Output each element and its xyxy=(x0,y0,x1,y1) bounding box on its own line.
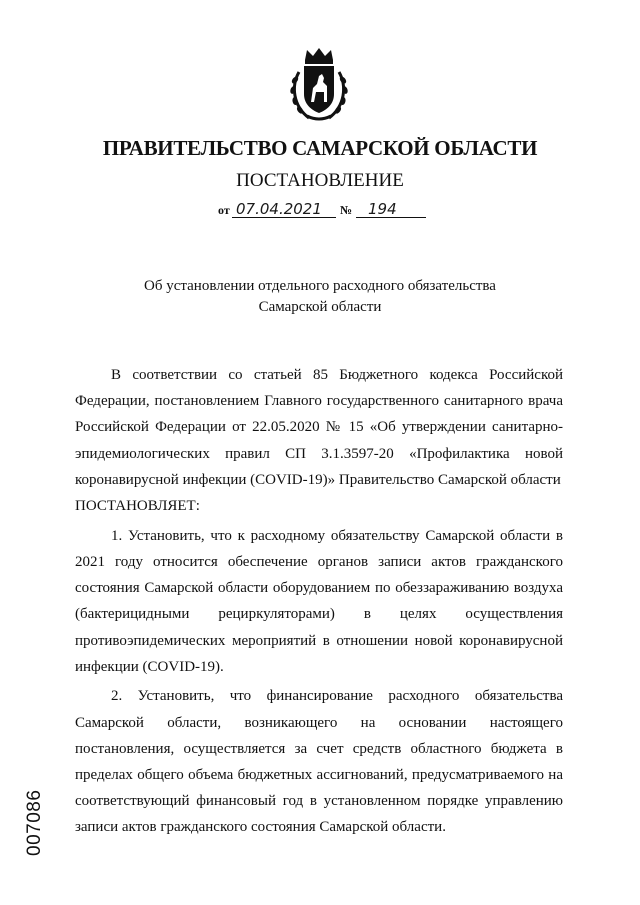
clause-1: 1. Установить, что к расходному обязательству Самарской области в 2021 году относится обеспечение органов записи актов гражданского состояния Самарской области оборудованием по обеззараживанию воздуха (бактерицидными рециркуляторами) в целях осуществления противоэпидемических мероприятий в отношении новой коронавирусной инфекции (COVID-19). xyxy=(75,527,563,675)
subject-line-2: Самарской области xyxy=(258,299,382,315)
date-number-line xyxy=(218,197,438,221)
number-value: 194 xyxy=(368,200,397,218)
margin-stamp-area xyxy=(24,778,50,858)
number-label: № xyxy=(340,203,353,217)
document-subject xyxy=(0,276,640,318)
coat-of-arms-icon xyxy=(287,46,351,124)
clause-2: 2. Установить, что финансирование расходного обязательства Самарской области, возникающего на основании настоящего постановления, осуществляется за счет средств областного бюджета в пределах общего объема бюджетных ассигнований, предусматриваемого на соответствующий финансовый год в установленном порядке управлению записи актов гражданского состояния Самарской области. xyxy=(75,688,563,836)
preamble-paragraph: В соответствии со статьей 85 Бюджетного кодекса Российской Федерации, постановлением Главного государственного санитарного врача Российской Федерации от 22.05.2020 № 15 «Об утверждении санитарно-эпидемиологических правил СП 3.1.3597-20 «Профилактика новой коронавирусной инфекции (COVID-19)» Правительство Самарской области xyxy=(75,367,563,488)
decree-word: ПОСТАНОВЛЯЕТ: xyxy=(75,498,200,515)
date-value: 07.04.2021 xyxy=(236,200,322,218)
document-body xyxy=(75,362,563,844)
date-label: от xyxy=(218,203,230,217)
organization-title: ПРАВИТЕЛЬСТВО САМАРСКОЙ ОБЛАСТИ xyxy=(102,136,538,160)
document-type: ПОСТАНОВЛЕНИЕ xyxy=(236,170,404,191)
margin-stamp-number: 007086 xyxy=(24,789,45,856)
subject-line-1: Об установлении отдельного расходного обязательства xyxy=(144,278,496,294)
